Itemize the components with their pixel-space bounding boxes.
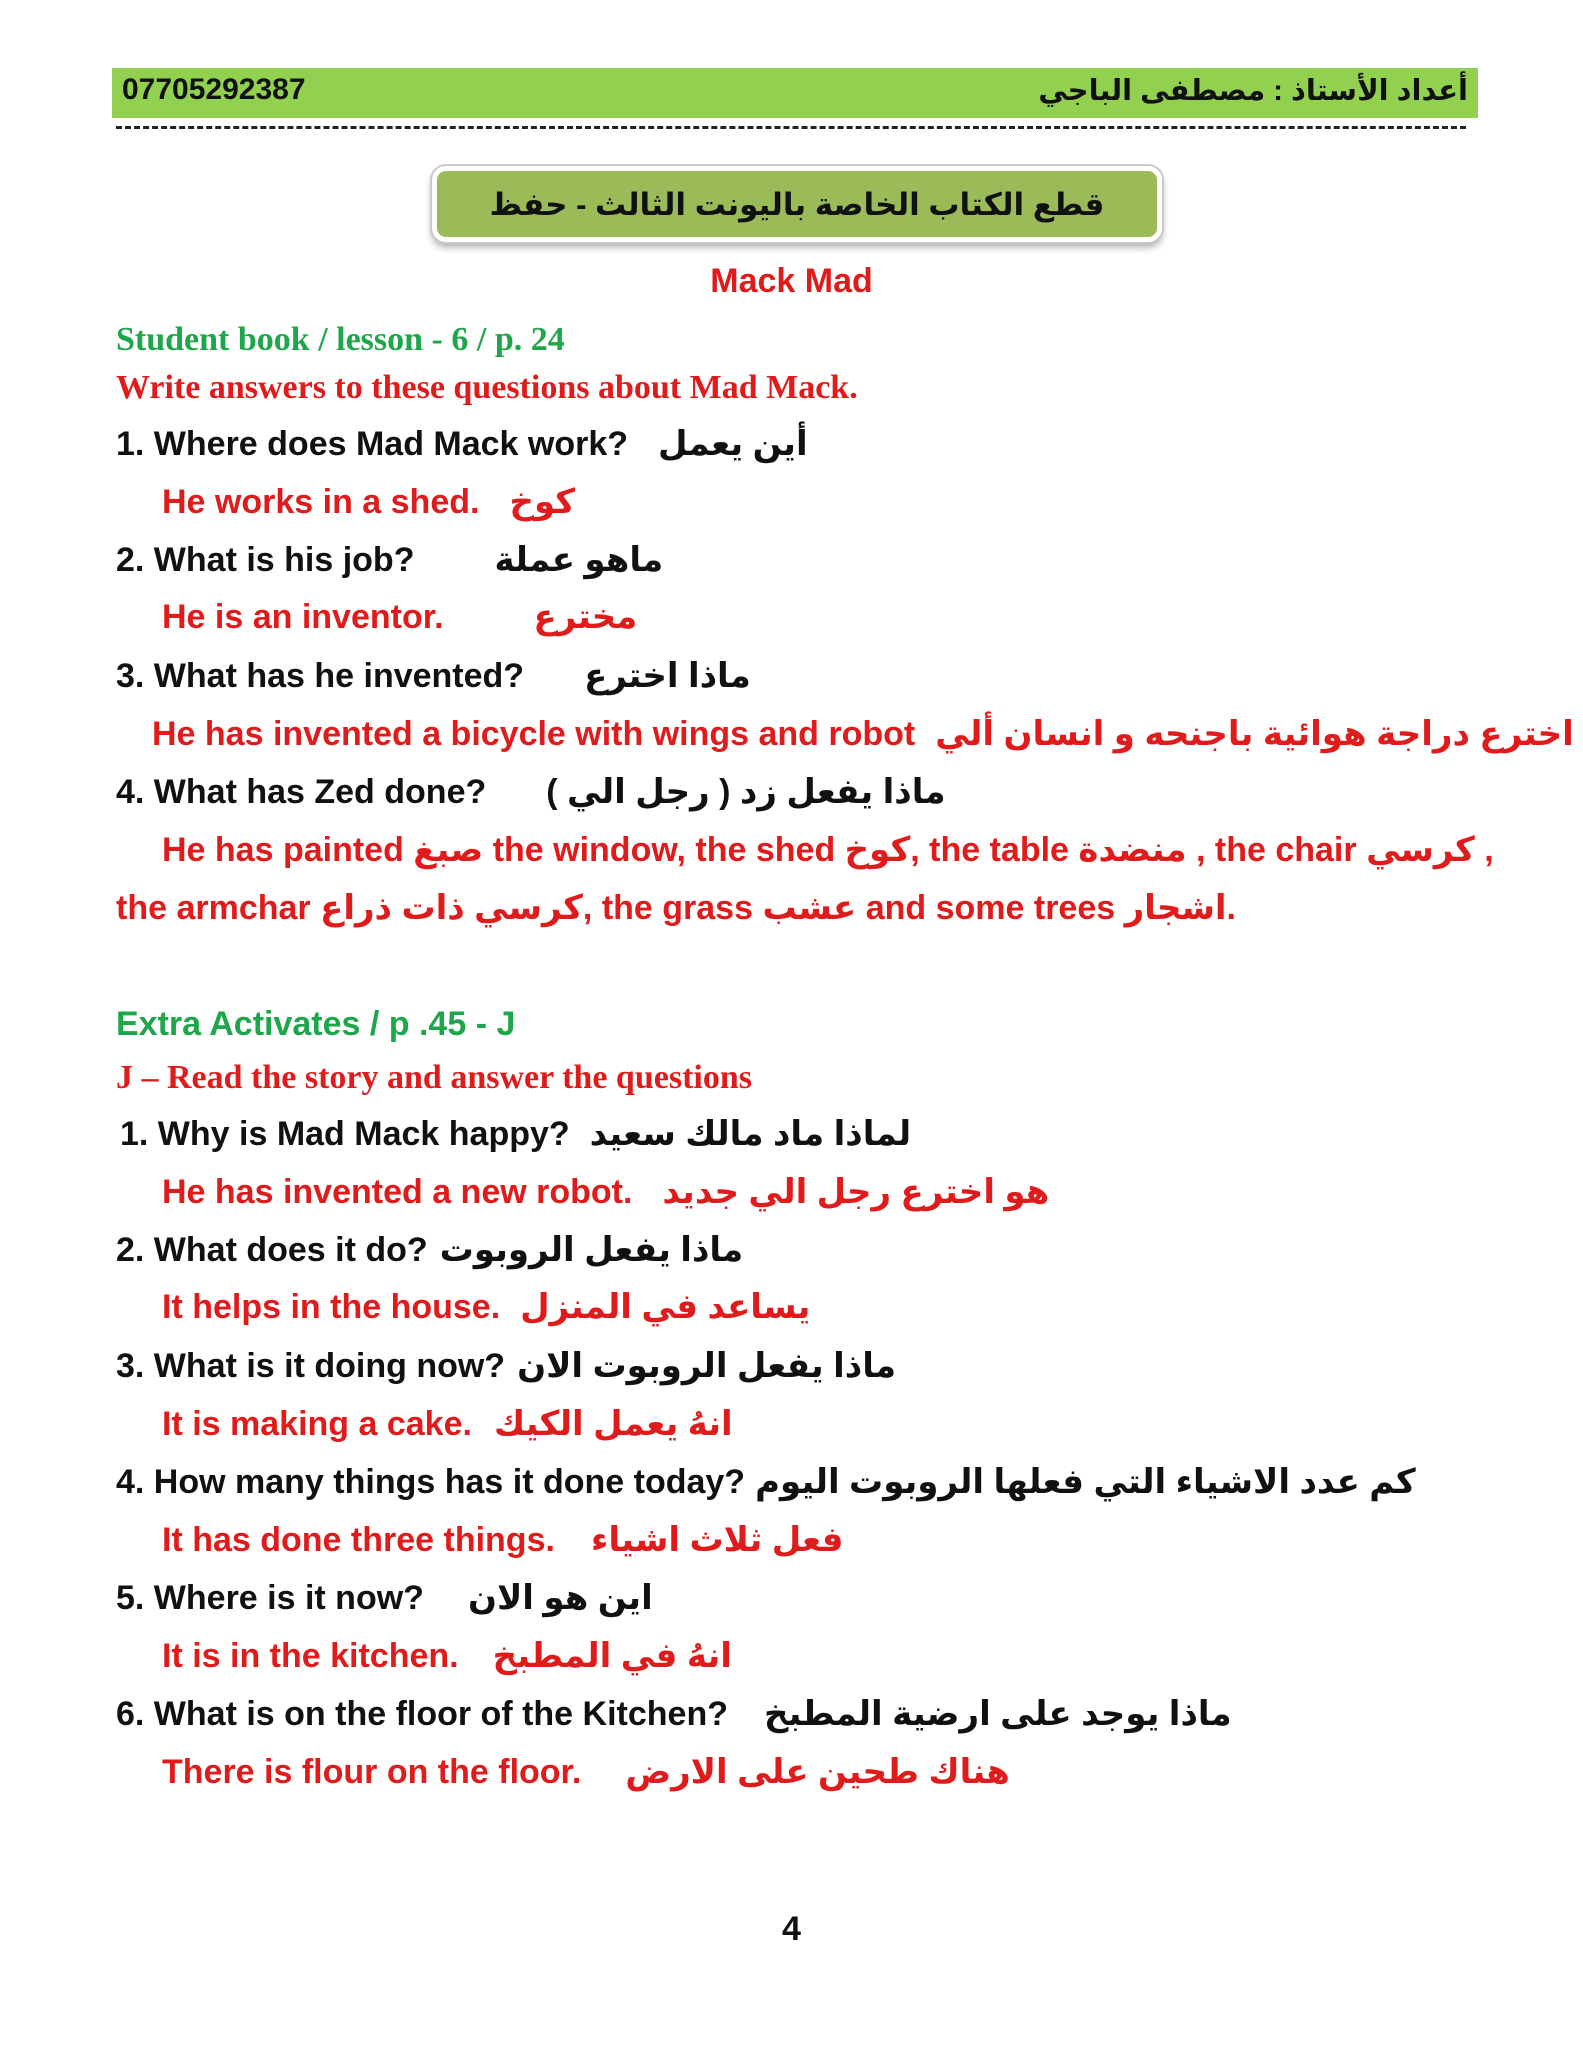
story-title: Mack Mad <box>710 262 873 300</box>
answer-3 <box>152 712 1574 756</box>
section2-instruction: J – Read the story and answer the questions <box>116 1059 752 1096</box>
question-2 <box>116 538 663 582</box>
section2-heading: Extra Activates / p .45 - J <box>116 1005 516 1043</box>
answer-translation: كوخ <box>844 831 911 869</box>
question-translation: ماذا يوجد على ارضية المطبخ <box>763 1695 1232 1733</box>
dashed-divider <box>116 126 1466 129</box>
question-text: 2. What does it do? <box>116 1231 428 1269</box>
question-text: 1. Where does Mad Mack work? <box>116 425 629 463</box>
answer-translation: مخترع <box>533 598 638 636</box>
answer-translation: انهُ يعمل الكيك <box>493 1405 733 1443</box>
answer-text: , the grass <box>582 889 763 927</box>
answer-text: , the table <box>910 831 1079 869</box>
question-translation: ماذا يفعل الروبوت <box>439 1231 744 1269</box>
answer-translation: هو اخترع رجل الي جديد <box>662 1173 1050 1211</box>
question-text: 4. How many things has it done today? <box>116 1463 746 1501</box>
answer-text: There is flour on the floor. <box>162 1753 582 1791</box>
question-1 <box>116 422 808 466</box>
question-text: 3. What has he invented? <box>116 657 525 695</box>
question-translation: ماذا اخترع <box>584 657 751 695</box>
answer-text: He has invented a bicycle with wings and robot <box>152 715 916 753</box>
question-translation: أين يعمل <box>658 425 808 463</box>
answer-text: the window, the shed <box>483 831 845 869</box>
question-text: 4. What has Zed done? <box>116 773 487 811</box>
answer-translation: كرسي <box>1366 831 1475 869</box>
question-j4 <box>116 1460 1416 1504</box>
question-j6 <box>116 1692 1232 1736</box>
answer-text: It helps in the house. <box>162 1288 501 1326</box>
question-4 <box>116 770 946 814</box>
answer-text: , the chair <box>1186 831 1367 869</box>
question-translation: ماذا يفعل الروبوت الان <box>517 1347 897 1385</box>
question-3 <box>116 654 751 698</box>
answer-text: He has invented a new robot. <box>162 1173 633 1211</box>
answer-translation: فعل ثلاث اشياء <box>590 1521 844 1559</box>
answer-translation: صبغ <box>413 831 484 869</box>
question-translation: كم عدد الاشياء التي فعلها الروبوت اليوم <box>755 1463 1416 1501</box>
section1-heading: Student book / lesson - 6 / p. 24 <box>116 321 565 358</box>
answer-4-line1 <box>162 828 1494 872</box>
header-bar <box>112 68 1478 118</box>
answer-text: the armchar <box>116 889 321 927</box>
answer-j6 <box>162 1750 1010 1794</box>
answer-j5 <box>162 1634 732 1678</box>
title-text: قطع الكتاب الخاصة باليونت الثالث - حفظ <box>489 187 1105 222</box>
question-text: 1. Why is Mad Mack happy? <box>120 1115 570 1153</box>
answer-translation: يساعد في المنزل <box>520 1288 811 1326</box>
answer-j1 <box>162 1170 1049 1214</box>
question-j5 <box>116 1576 653 1620</box>
title-box <box>432 166 1162 242</box>
question-j1 <box>120 1112 911 1156</box>
answer-text: He has painted <box>162 831 414 869</box>
answer-text: He is an inventor. <box>162 598 444 636</box>
teacher-phone: 07705292387 <box>122 73 306 106</box>
answer-translation: عشب <box>762 889 857 927</box>
question-text: 6. What is on the floor of the Kitchen? <box>116 1695 728 1733</box>
answer-text: It is in the kitchen. <box>162 1637 459 1675</box>
answer-translation: اخترع دراجة هوائية باجنحه و انسان ألي <box>935 715 1574 753</box>
question-j3 <box>116 1344 896 1388</box>
answer-text: and some trees <box>856 889 1125 927</box>
teacher-name: أعداد الأستاذ : مصطفى الباجي <box>1038 75 1468 107</box>
answer-j4 <box>162 1518 844 1562</box>
question-translation: اين هو الان <box>467 1579 653 1617</box>
answer-1 <box>162 480 575 524</box>
question-j2 <box>116 1228 743 1272</box>
answer-text: . <box>1226 889 1236 927</box>
answer-text: He works in a shed. <box>162 483 480 521</box>
question-translation: ماذا يفعل زد ( رجل الي ) <box>546 773 946 811</box>
question-translation: ماهو عملة <box>494 541 664 579</box>
answer-translation: كوخ <box>509 483 576 521</box>
answer-text: It is making a cake. <box>162 1405 472 1443</box>
answer-translation: اشجار <box>1124 889 1227 927</box>
answer-translation: كرسي ذات ذراع <box>320 889 583 927</box>
question-text: 3. What is it doing now? <box>116 1347 506 1385</box>
question-translation: لماذا ماد مالك سعيد <box>589 1115 912 1153</box>
answer-4-line2 <box>116 886 1236 930</box>
answer-j3 <box>162 1402 733 1446</box>
answer-2 <box>162 595 637 639</box>
question-text: 5. Where is it now? <box>116 1579 424 1617</box>
page-number: 4 <box>782 1910 801 1948</box>
answer-text: , <box>1474 831 1494 869</box>
answer-text: It has done three things. <box>162 1521 555 1559</box>
answer-translation: منضدة <box>1078 831 1187 869</box>
section1-instruction: Write answers to these questions about Mad Mack. <box>116 369 858 406</box>
answer-translation: هناك طحين على الارض <box>625 1753 1010 1791</box>
answer-translation: انهُ في المطبخ <box>492 1637 732 1675</box>
question-text: 2. What is his job? <box>116 541 415 579</box>
answer-j2 <box>162 1285 810 1329</box>
